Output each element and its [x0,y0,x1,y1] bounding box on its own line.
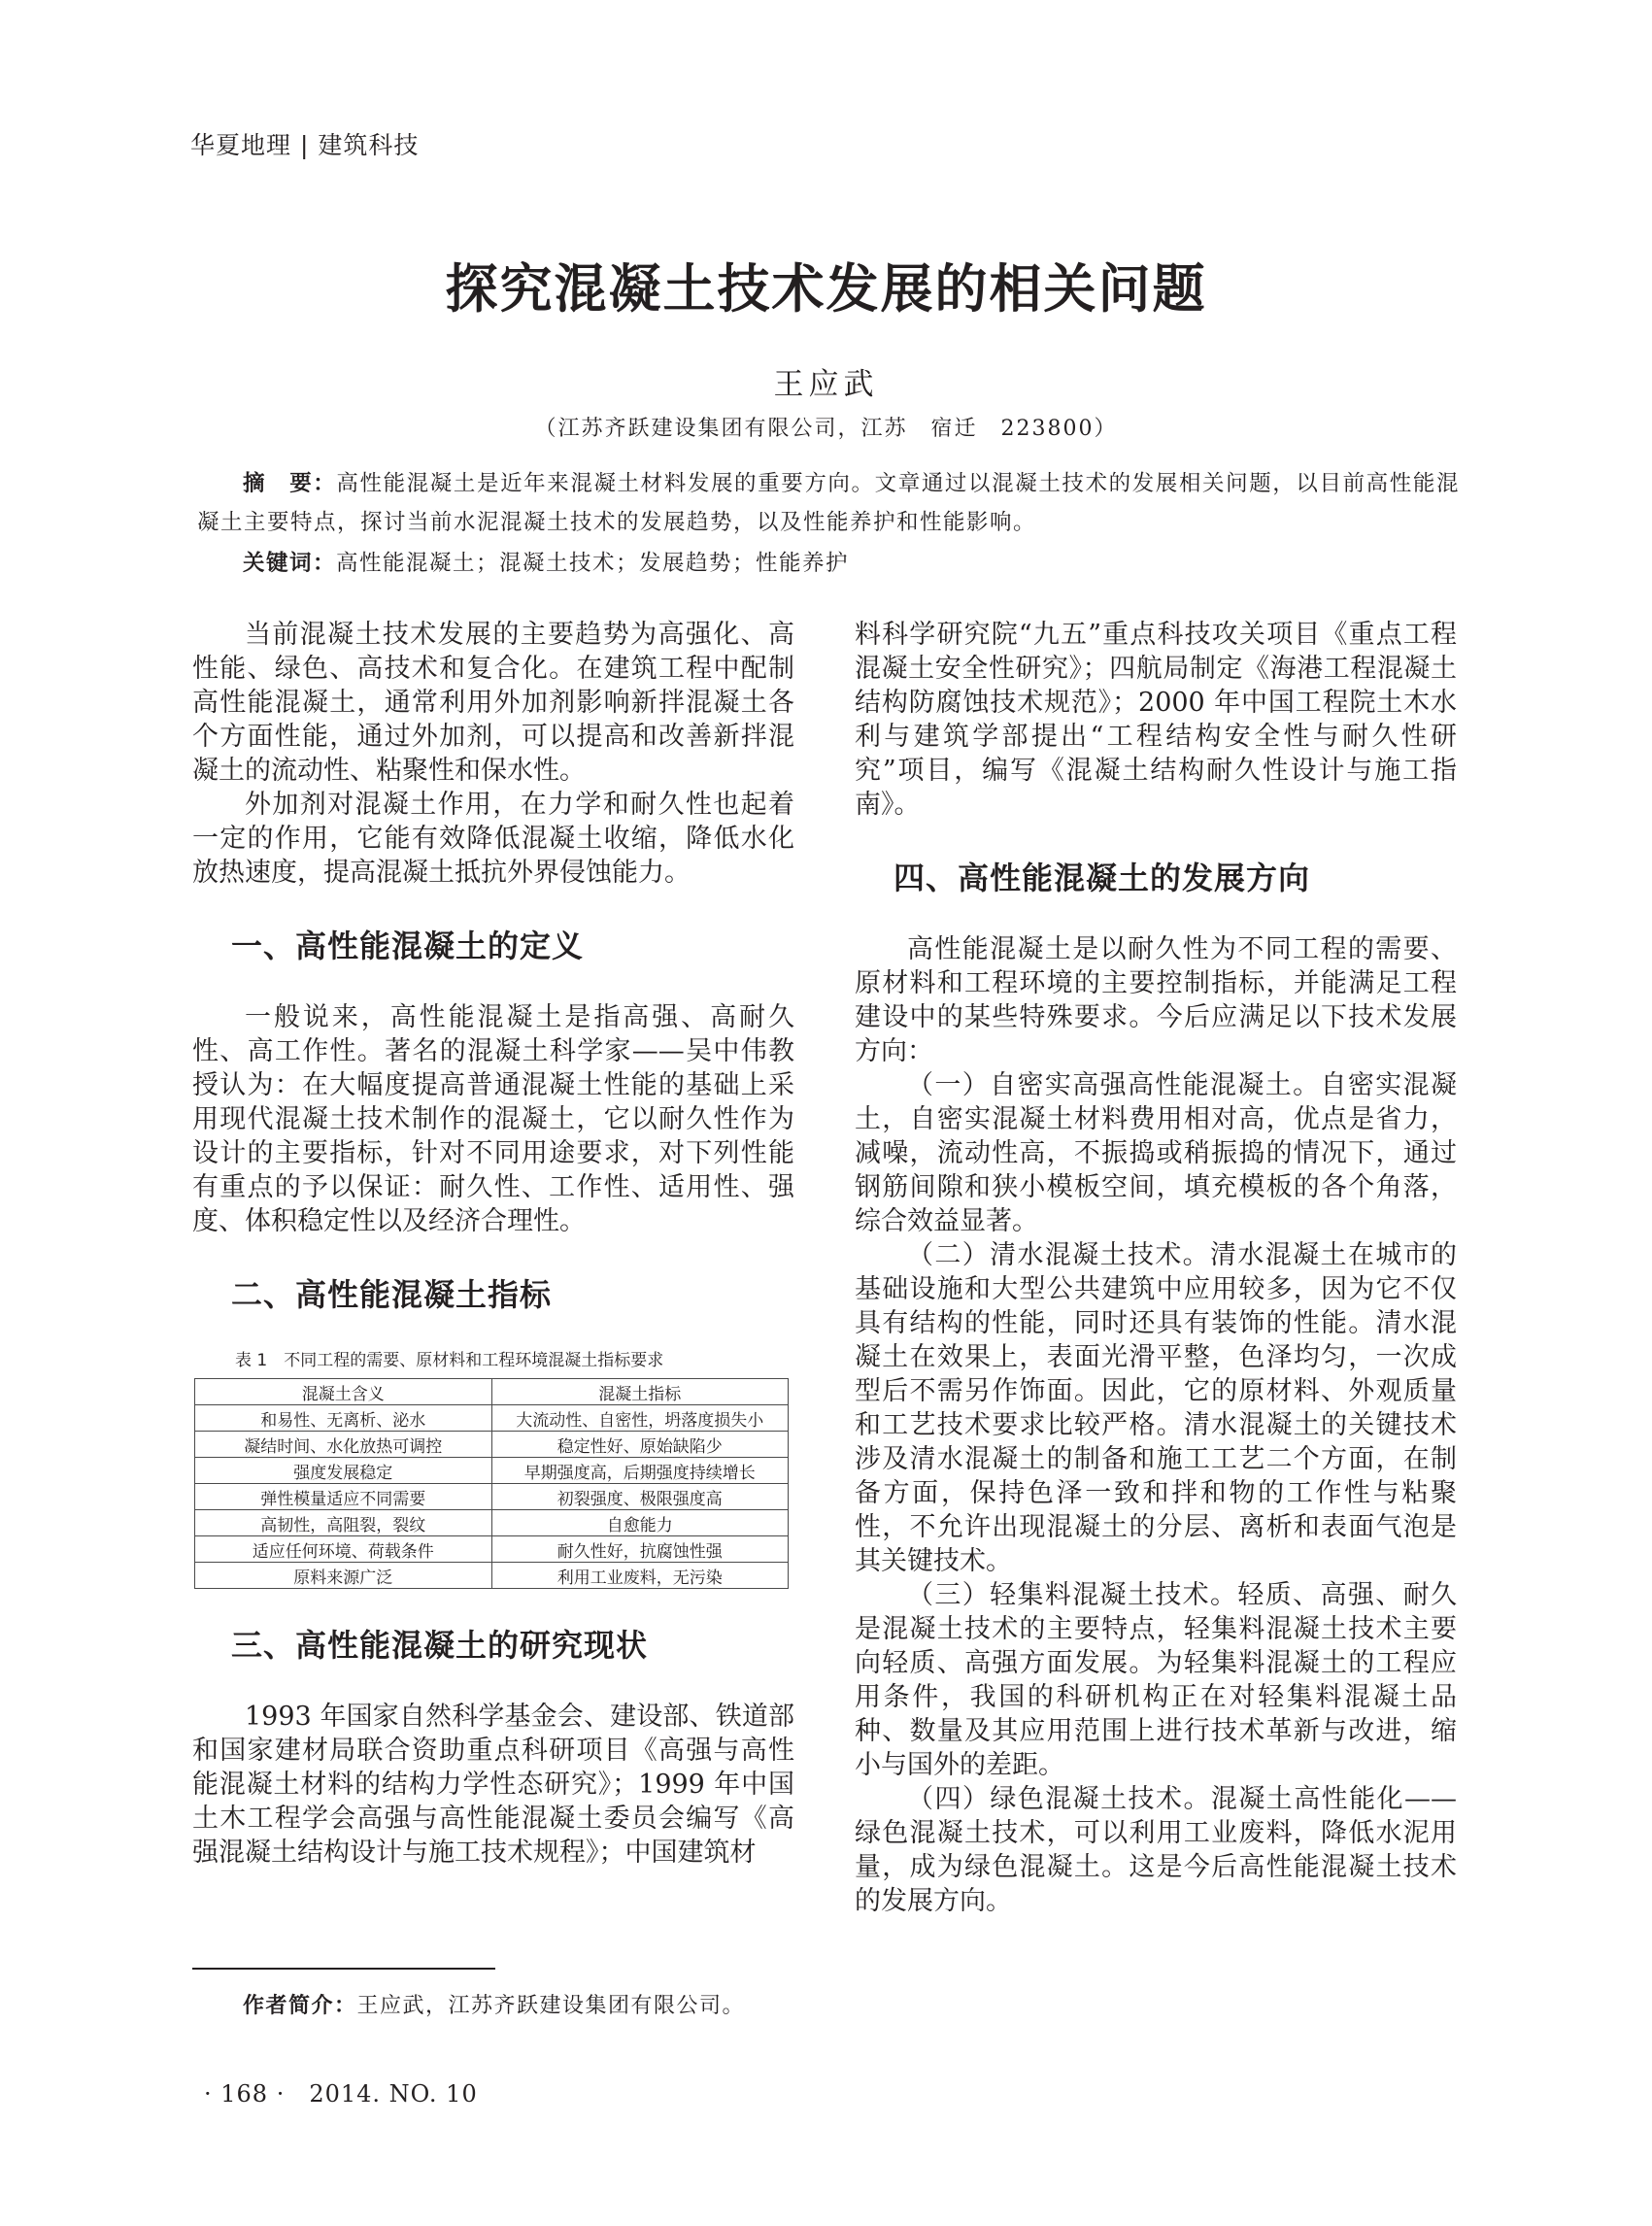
intro-paragraph-2: 外加剂对混凝土作用，在力学和耐久性也起着一定的作用，它能有效降低混凝土收缩，降低水化放热速度，提高混凝土抵抗外界侵蚀能力。 [192,790,794,888]
author-bio-label: 作者简介： [243,1994,357,2018]
abstract-text: 高性能混凝土是近年来混凝土材料发展的重要方向。文章通过以混凝土技术的发展相关问题，以目前高性能混凝土主要特点，探讨当前水泥混凝土技术的发展趋势，以及性能养护和性能影响。 [197,471,1460,535]
right-column [855,618,1457,1918]
table-cell: 初裂强度、极限强度高 [491,1484,789,1510]
author-affiliation: （江苏齐跃建设集团有限公司，江苏 宿迁 223800） [534,417,1118,441]
keywords [243,546,1457,577]
abstract [197,464,1460,542]
table-cell: 适应任何环境、荷载条件 [195,1536,492,1563]
table-cell: 自愈能力 [491,1510,789,1536]
left-column [192,618,794,1870]
section-4-paragraph-3: （二）清水混凝土技术。清水混凝土在城市的基础设施和大型公共建筑中应用较多，因为它不仅具有结构的性能，同时还具有装饰的性能。清水混凝土在效果上，表面光滑平整，色泽均匀，一次成型后不需另作饰面。因此，它的原材料、外观质量和工艺技术要求比较严格。清水混凝土的关键技术涉及清水混凝土的制备和施工工艺二个方面，在制备方面，保持色泽一致和拌和物的工作性与粘聚性，不允许出现混凝土的分层、离析和表面气泡是其关键技术。 [855,1240,1457,1576]
requirements-table [194,1378,789,1589]
author-name: 王应武 [773,367,879,402]
section-1-heading: 一、高性能混凝土的定义 [231,928,585,964]
table-row [195,1458,789,1484]
page-folio: · 168 · 2014. NO. 10 [204,2080,478,2108]
table-cell: 耐久性好，抗腐蚀性强 [491,1536,789,1563]
section-4-paragraph-2: （一）自密实高强高性能混凝土。自密实混凝土，自密实混凝土材料费用相对高，优点是省力，减噪，流动性高，不振捣或稍振捣的情况下，通过钢筋间隙和狭小模板空间，填充模板的各个角落，综合效益显著。 [855,1070,1457,1236]
table-cell: 高韧性，高阻裂，裂纹 [195,1510,492,1536]
table-cell: 稳定性好、原始缺陷少 [491,1432,789,1458]
section-4-paragraph-4: （三）轻集料混凝土技术。轻质、高强、耐久是混凝土技术的主要特点，轻集料混凝土技术主要向轻质、高强方面发展。为轻集料混凝土的工程应用条件，我国的科研机构正在对轻集料混凝土品种、数量及其应用范围上进行技术革新与改进，缩小与国外的差距。 [855,1580,1457,1780]
section-3-paragraph: 1993 年国家自然科学基金会、建设部、铁道部和国家建材局联合资助重点科研项目《高强与高性能混凝土材料的结构力学性态研究》；1999 年中国土木工程学会高强与高性能混凝土委员会编写《高强混凝土结构设计与施工技术规程》；中国建筑材 [192,1702,794,1868]
section-4-heading: 四、高性能混凝土的发展方向 [893,860,1311,896]
table-row [195,1405,789,1432]
section-4-paragraph-1: 高性能混凝土是以耐久性为不同工程的需要、原材料和工程环境的主要控制指标，并能满足工程建设中的某些特殊要求。今后应满足以下技术发展方向： [855,934,1457,1066]
table-cell: 和易性、无离析、泌水 [195,1405,492,1432]
footnote-rule [192,1968,495,1970]
table-cell: 强度发展稳定 [195,1458,492,1484]
table-row [195,1536,789,1563]
table-cell: 早期强度高，后期强度持续增长 [491,1458,789,1484]
section-3-continued-paragraph: 料科学研究院“九五”重点科技攻关项目《重点工程混凝土安全性研究》；四航局制定《海港工程混凝土结构防腐蚀技术规范》；2000 年中国工程院土木水利与建筑学部提出“工程结构安全性与耐久性研究”项目，编写《混凝土结构耐久性设计与施工指南》。 [855,620,1457,820]
running-head: 华夏地理 | 建筑科技 [190,131,420,159]
table-row [195,1563,789,1589]
abstract-label: 摘 要： [243,471,337,496]
table-header-cell: 混凝土指标 [491,1379,789,1405]
section-2-heading: 二、高性能混凝土指标 [231,1276,553,1313]
author-bio [243,1989,745,2019]
table-cell: 大流动性、自密性，坍落度损失小 [491,1405,789,1432]
intro-paragraph-1: 当前混凝土技术发展的主要趋势为高强化、高性能、绿色、高技术和复合化。在建筑工程中配制高性能混凝土，通常利用外加剂影响新拌混凝土各个方面性能，通过外加剂，可以提高和改善新拌混凝土的流动性、粘聚性和保水性。 [192,620,794,786]
table-cell: 凝结时间、水化放热可调控 [195,1432,492,1458]
section-4-paragraph-5: （四）绿色混凝土技术。混凝土高性能化——绿色混凝土技术，可以利用工业废料，降低水泥用量，成为绿色混凝土。这是今后高性能混凝土技术的发展方向。 [855,1784,1457,1916]
article-title: 探究混凝土技术发展的相关问题 [445,257,1207,320]
table-header-cell: 混凝土含义 [195,1379,492,1405]
keywords-text: 高性能混凝土；混凝土技术；发展趋势；性能养护 [336,551,850,576]
table-row [195,1432,789,1458]
table-row [195,1510,789,1536]
section-3-heading: 三、高性能混凝土的研究现状 [231,1627,649,1664]
table-header-row [195,1379,789,1405]
table-cell: 利用工业废料，无污染 [491,1563,789,1589]
keywords-label: 关键词： [243,551,337,576]
table-cell: 弹性模量适应不同需要 [195,1484,492,1510]
table-row [195,1484,789,1510]
author-bio-text: 王应武，江苏齐跃建设集团有限公司。 [356,1994,746,2018]
table-cell: 原料来源广泛 [195,1563,492,1589]
table-caption: 表 1 不同工程的需要、原材料和工程环境混凝土指标要求 [235,1351,664,1370]
section-1-paragraph: 一般说来，高性能混凝土是指高强、高耐久性、高工作性。著名的混凝土科学家——吴中伟教授认为：在大幅度提高普通混凝土性能的基础上采用现代混凝土技术制作的混凝土，它以耐久性作为设计的主要指标，针对不同用途要求，对下列性能有重点的予以保证：耐久性、工作性、适用性、强度、体积稳定性以及经济合理性。 [192,1002,794,1236]
